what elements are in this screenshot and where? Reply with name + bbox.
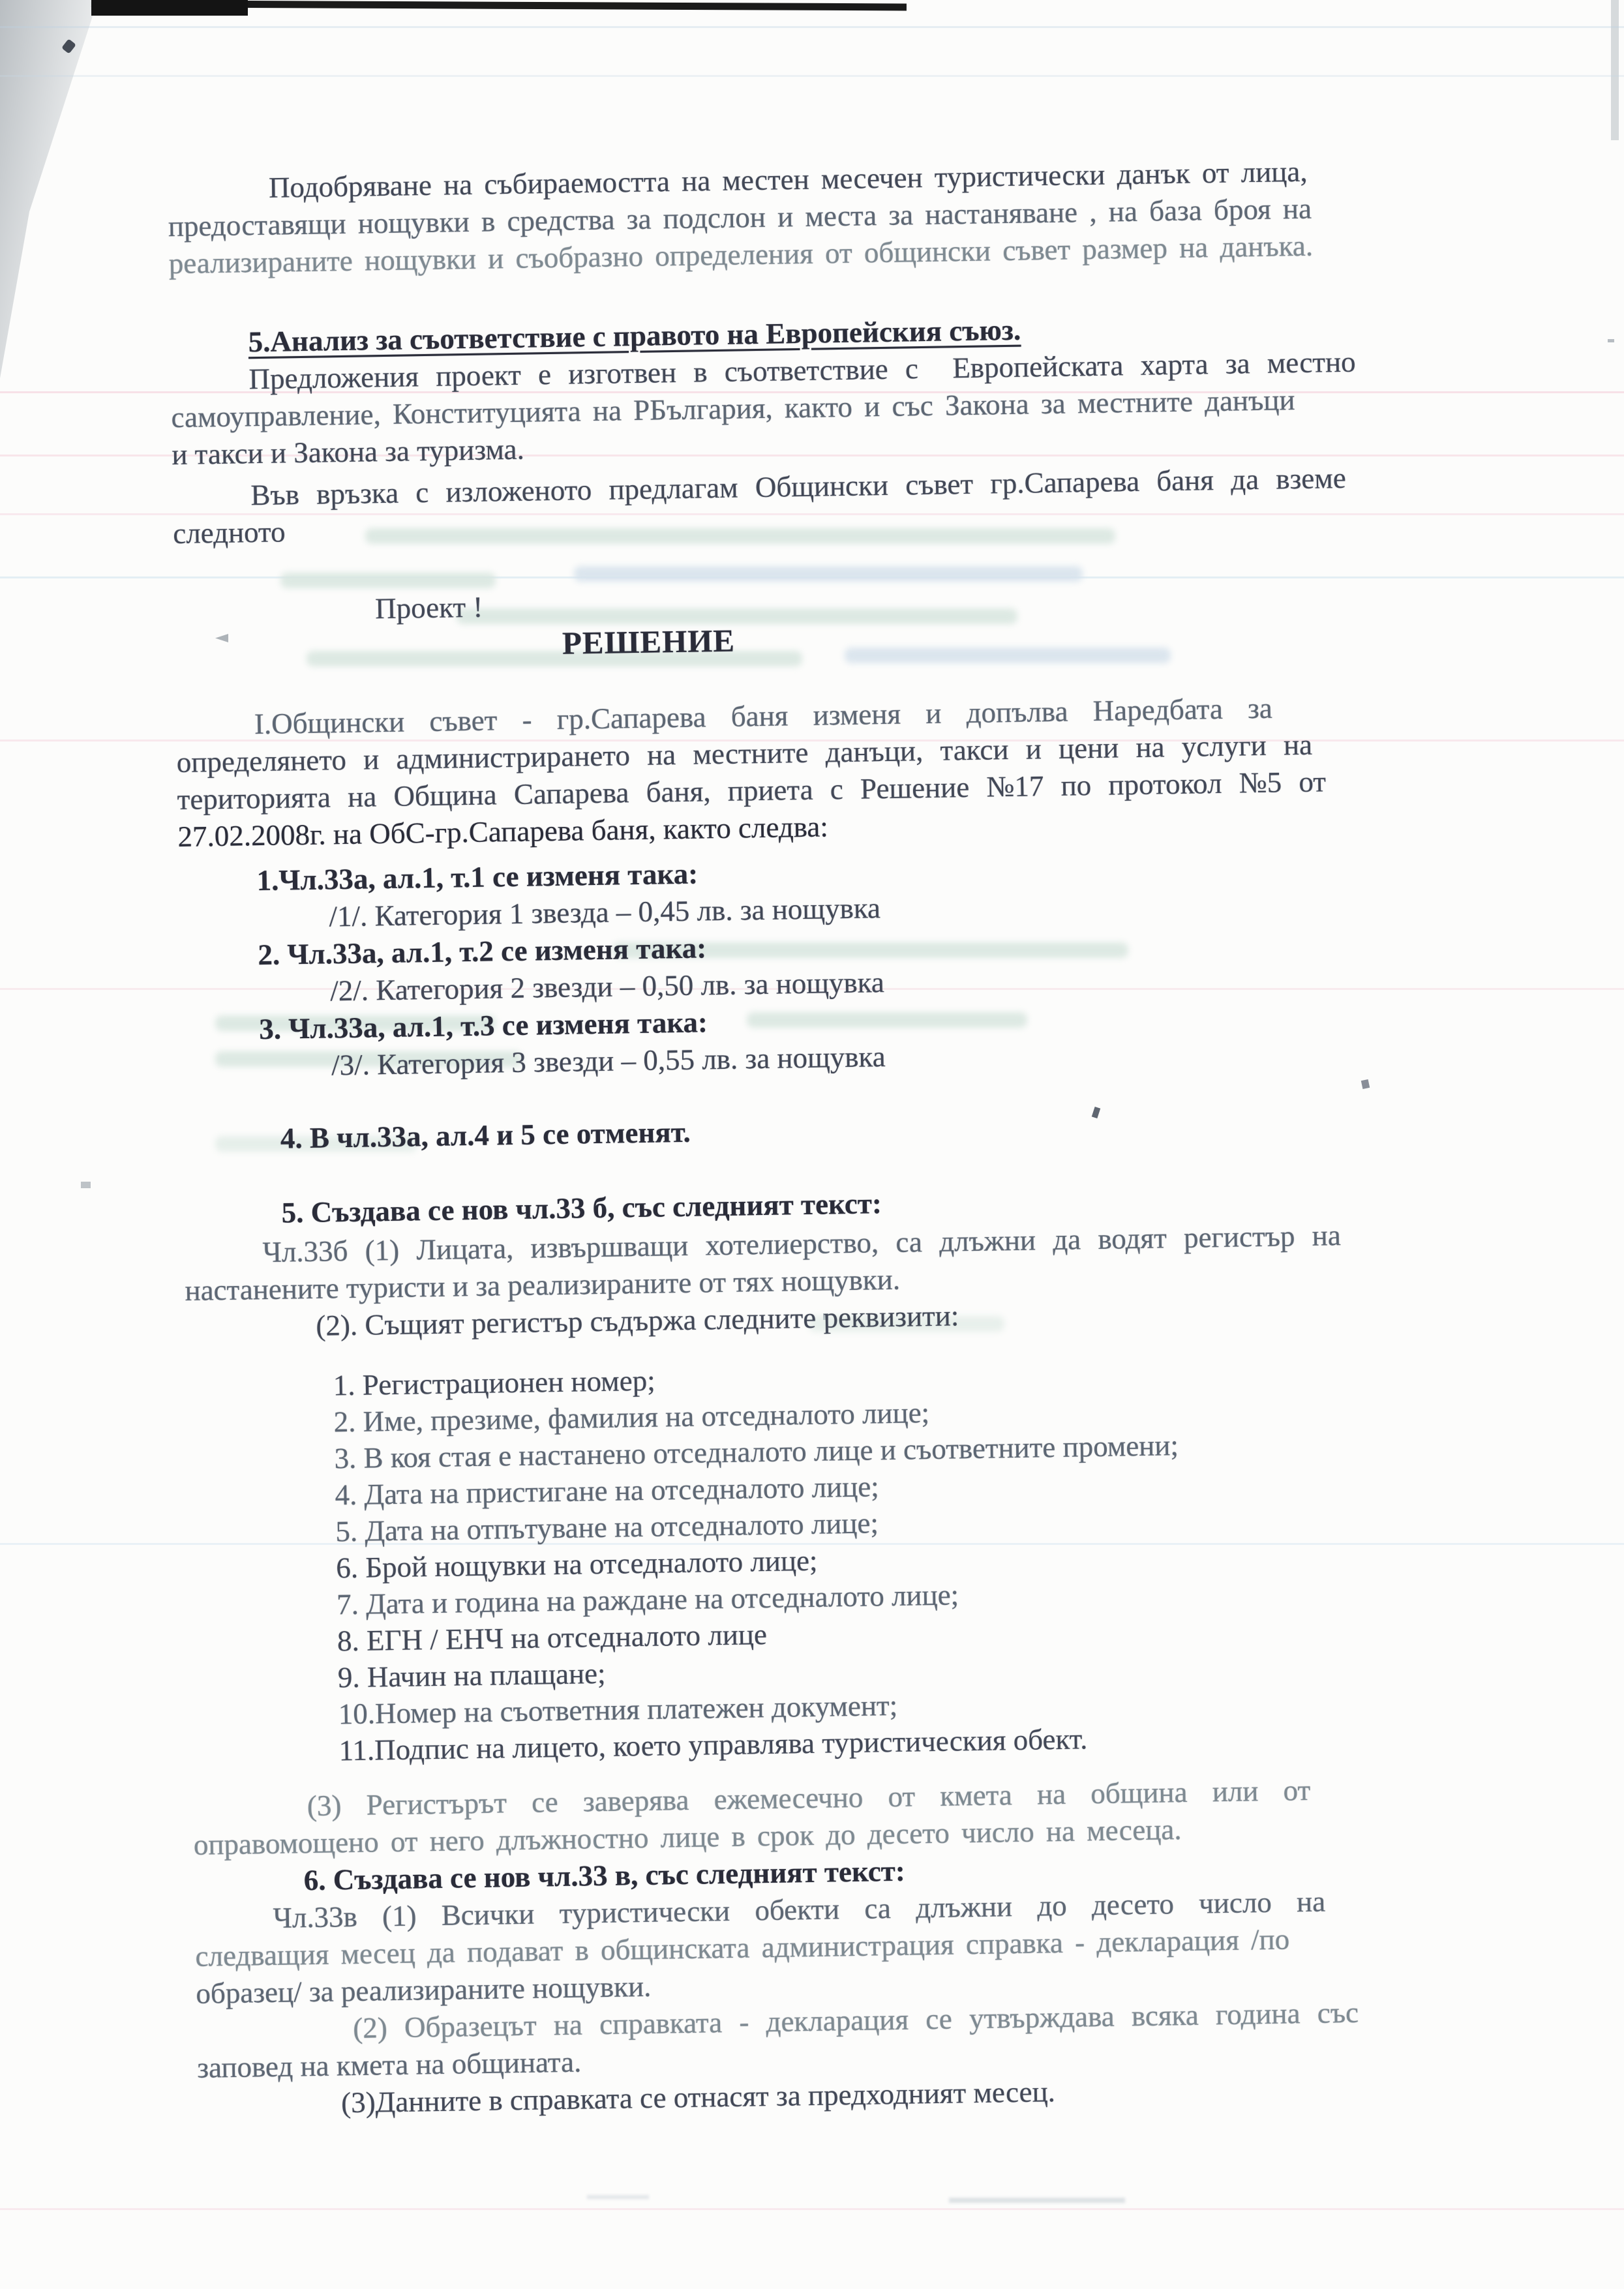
amendment-5-heading: 5. Създава се нов чл.33 б, със следният текст: — [281, 1187, 882, 1229]
compliance-paragraph-line: самоуправление, Конституцията на РБългария, както и със Закона за местните данъци — [171, 383, 1295, 434]
decision-intro-line: територията на Община Сапарева баня, приета с Решение №17 по протокол №5 от — [177, 765, 1327, 816]
art33b-paragraph-3-line: (3) Регистърът се заверява ежемесечно от кмета на община или от — [307, 1773, 1311, 1823]
compliance-paragraph-line: и такси и Закона за туризма. — [171, 432, 525, 471]
art33v-paragraph-line: образец/ за реализираните нощувки. — [196, 1969, 652, 2010]
proposal-paragraph-line: Във връзка с изложеното предлагам Общински съвет гр.Сапарева баня да вземе — [250, 461, 1347, 512]
ink-fleck — [949, 2198, 1125, 2203]
decision-title: РЕШЕНИЕ — [562, 622, 736, 661]
amendment-4-heading: 4. В чл.33а, ал.4 и 5 се отменят. — [280, 1115, 691, 1155]
art33v-paragraph-2-line: заповед на кмета на общината. — [196, 2045, 582, 2084]
amendment-1-body: /1/. Категория 1 звезда – 0,45 лв. за нощувка — [329, 891, 881, 933]
ink-fleck — [587, 2195, 649, 2199]
page-corner-shadow — [0, 0, 98, 378]
amendment-2-body: /2/. Категория 2 звезди – 0,50 лв. за нощувка — [329, 966, 885, 1008]
register-item: 11.Подпис на лицето, което управлява туристическия обект. — [338, 1722, 1088, 1767]
art33b-paragraph-3-line: оправомощено от него длъжностно лице в срок до десето число на месеца. — [193, 1813, 1182, 1861]
art33v-paragraph-2-line: (2) Образецът на справката - декларация се утвърждава всяка година със — [352, 1996, 1359, 2045]
project-label: Проект ! — [374, 590, 483, 625]
ink-fleck — [81, 1182, 91, 1188]
art33b-paragraph-line: Чл.33б (1) Лицата, извършващи хотелиерство, са длъжни да водят регистър на — [262, 1219, 1342, 1269]
compliance-paragraph-line: Предложения проект е изготвен в съответствие с Европейската харта за местно — [248, 345, 1356, 396]
amendment-3-heading: 3. Чл.33а, ал.1, т.3 се изменя така: — [258, 1006, 708, 1046]
register-item: 9. Начин на плащане; — [337, 1656, 606, 1694]
right-edge-fleck — [1608, 339, 1614, 342]
register-item: 8. ЕГН / ЕНЧ на отседналото лице — [337, 1618, 768, 1658]
scanner-streak — [0, 2208, 1624, 2210]
register-item: 4. Дата на пристигане на отседналото лице; — [335, 1470, 880, 1512]
art33b-paragraph-line: настанените туристи и за реализираните от тях нощувки. — [185, 1263, 901, 1307]
intro-paragraph-line: предоставящи нощувки в средства за подслон и места за настаняване , на база броя на — [168, 192, 1312, 243]
art33v-paragraph-3: (3)Данните в справката се отнасят за предходният месец. — [340, 2075, 1056, 2119]
register-item: 1. Регистрационен номер; — [333, 1364, 655, 1402]
amendment-1-heading: 1.Чл.33а, ал.1, т.1 се изменя така: — [256, 857, 699, 897]
decision-intro-line: определянето и администрирането на местните данъци, такси и цени на услуги на — [176, 728, 1313, 779]
decision-intro-line: І.Общински съвет - гр.Сапарева баня изменя и допълва Наредбата за — [254, 691, 1273, 741]
art33v-paragraph-line: следващия месец да подават в общинската администрация справка - декларация /по — [195, 1922, 1290, 1973]
register-item: 2. Име, презиме, фамилия на отседналото лице; — [333, 1396, 930, 1439]
amendment-6-heading: 6. Създава се нов чл.33 в, със следният текст: — [303, 1854, 906, 1897]
section-5-heading: 5.Анализ за съответствие с правото на Европейския съюз. — [248, 313, 1021, 359]
amendment-3-body: /3/. Категория 3 звезди – 0,55 лв. за нощувка — [331, 1040, 886, 1082]
amendment-2-heading: 2. Чл.33а, ал.1, т.2 се изменя така: — [258, 931, 707, 972]
proposal-paragraph-line: следното — [172, 515, 286, 550]
register-item: 7. Дата и година на раждане на отседналото лице; — [336, 1578, 959, 1621]
decision-intro-line: 27.02.2008г. на ОбС-гр.Сапарева баня, както следва: — [177, 810, 829, 854]
intro-paragraph-line: реализираните нощувки и съобразно определения от общински съвет размер на данъка. — [168, 229, 1314, 280]
right-edge-smudge — [1611, 0, 1619, 140]
art33v-paragraph-line: Чл.33в (1) Всички туристически обекти са длъжни до десето число на — [273, 1885, 1326, 1934]
register-item: 10.Номер на съответния платежен документ; — [338, 1688, 898, 1731]
register-item: 5. Дата на отпътуване на отседналото лице; — [335, 1506, 879, 1548]
art33b-paragraph-2: (2). Същият регистър съдържа следните реквизити: — [315, 1299, 959, 1342]
document-text-column — [165, 0, 1444, 2124]
intro-paragraph-line: Подобряване на събираемостта на местен месечен туристически данък от лица, — [268, 155, 1308, 204]
register-item: 3. В коя стая е настанено отседналото лице и съответните промени; — [334, 1429, 1179, 1475]
register-item: 6. Брой нощувки на отседналото лице; — [335, 1544, 818, 1585]
